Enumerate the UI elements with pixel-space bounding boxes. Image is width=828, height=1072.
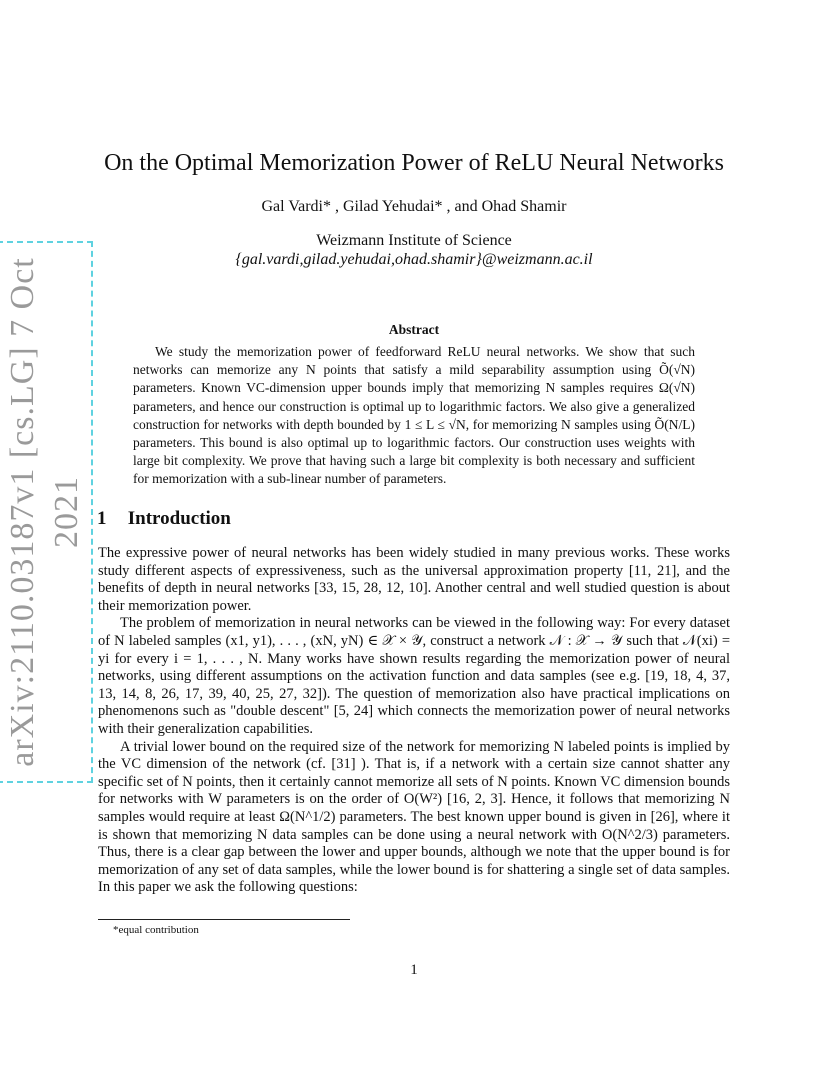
page-number: 1 [410,962,418,978]
paragraph-1: The expressive power of neural networks has been widely studied in many previous works. These works study different aspects of expressiveness, such as the universal approximation property [11, 21], and the benefits of depth in neural networks [33, 15, 28, 12, 10]. Another central and well studied question is about their memorization power. [98,545,730,614]
section-number: 1 [97,508,107,529]
abstract-heading: Abstract [388,322,440,337]
paragraph-2: The problem of memorization in neural networks can be viewed in the following way: For every dataset of N labeled samples (x1, y1), . . . , (xN, yN) ∈ 𝒳 × 𝒴, construct a network 𝒩 : 𝒳 → 𝒴 such that 𝒩(xi) = yi for every i = 1, . . . , N. Many works have shown results regarding the memorization power of neural networks, using different assumptions on the activation function and data samples (see e.g. [19, 18, 4, 37, 13, 14, 8, 26, 17, 39, 40, 25, 27, 32]). The question of memorization also have practical implications on phenomenons such as "double descent" [5, 24] which connects the memorization power of neural networks with their generalization capabilities. [98,615,730,737]
abstract-text: We study the memorization power of feedforward ReLU neural networks. We show that such networks can memorize any N points that satisfy a mild separability assumption using Õ(√N) parameters. Known VC-dimension upper bounds imply that memorizing N samples requires Ω(√N) parameters, and hence our construction is optimal up to logarithmic factors. We also give a generalized construction for networks with depth bounded by 1 ≤ L ≤ √N, for memorizing N samples using Õ(N/L) parameters. This bound is also optimal up to logarithmic factors. Our construction uses weights with large bit complexity. We prove that having such a large bit complexity is both necessary and sufficient for memorization with a sub-linear number of parameters. [133,344,695,487]
abstract-block [133,343,695,489]
arxiv-id: arXiv:2110.03187v1 [cs.LG] 7 Oct 2021 [0,241,93,783]
footnote-divider [98,919,350,920]
author-emails: {gal.vardi,gilad.yehudai,ohad.shamir}@weizmann.ac.il [235,251,593,268]
affiliation: Weizmann Institute of Science [316,232,512,249]
section-heading [97,508,231,530]
section-title: Introduction [127,508,231,529]
paper-title: On the Optimal Memorization Power of ReLU Neural Networks [104,150,724,176]
author-list: Gal Vardi* , Gilad Yehudai* , and Ohad Shamir [261,198,567,215]
body-text [98,545,730,897]
footnote: *equal contribution [113,924,199,936]
paragraph-3: A trivial lower bound on the required size of the network for memorizing N labeled points is implied by the VC dimension of the network (cf. [31] ). That is, if a network with a certain size cannot shatter any specific set of N points, then it certainly cannot memorize all sets of N points. Known VC dimension bounds for networks with W parameters is on the order of O(W²) [16, 2, 3]. Hence, it follows that memorizing N samples would require at least Ω(N^1/2) parameters. The best known upper bound is given in [26], where it is shown that memorizing N data samples can be done using a neural network with O(N^2/3) parameters. Thus, there is a clear gap between the lower and upper bounds, although we note that the upper bound is for memorization of any set of data samples, while the lower bound is for shattering a single set of data samples. In this paper we ask the following questions: [98,738,730,896]
arxiv-sidebar-stamp [0,241,85,783]
